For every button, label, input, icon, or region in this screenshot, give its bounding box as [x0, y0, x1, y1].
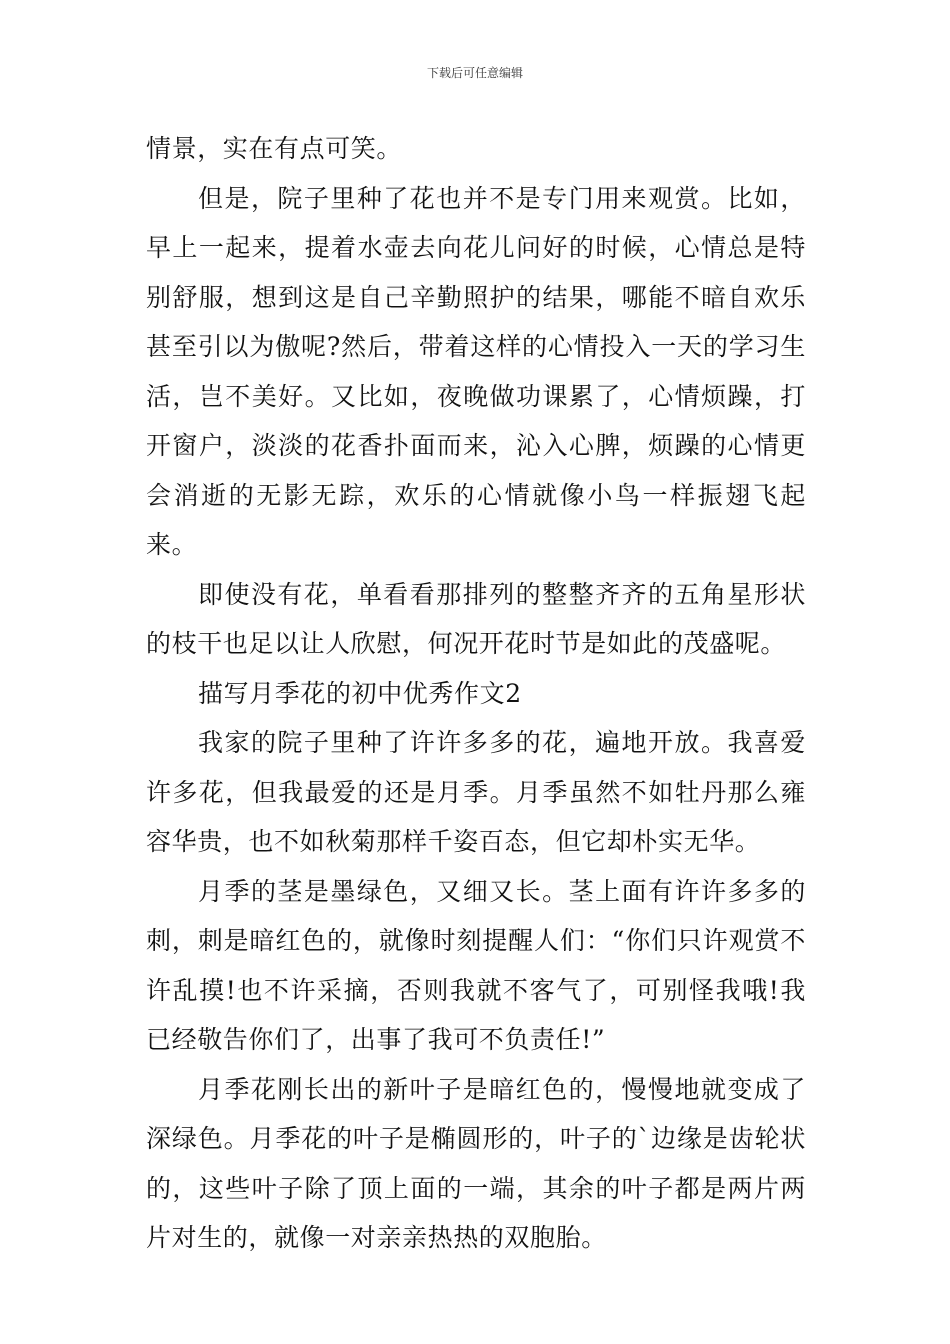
paragraph-stem-thorns: 月季的茎是墨绿色，又细又长。茎上面有许许多多的刺，刺是暗红色的，就像时刻提醒人们：“你们只许观赏不许乱摸!也不许采摘，否则我就不客气了，可别怪我哦!我已经敬告你们了，出事了我可不负责任!”	[146, 876, 806, 1054]
paragraph-courtyard-flowers: 但是，院子里种了花也并不是专门用来观赏。比如，早上一起来，提着水壶去向花儿问好的时候，心情总是特别舒服，想到这是自己辛勤照护的结果，哪能不暗自欢乐甚至引以为傲呢?然后，带着这样的心情投入一天的学习生活，岂不美好。又比如，夜晚做功课累了，心情烦躁，打开窗户，淡淡的花香扑面而来，沁入心脾，烦躁的心情更会消逝的无影无踪，欢乐的心情就像小鸟一样振翅飞起来。	[146, 183, 806, 559]
page-header: 下载后可任意编辑	[426, 66, 523, 80]
document-body	[146, 124, 806, 1263]
paragraph-continuation: 情景，实在有点可笑。	[146, 134, 403, 163]
paragraph-intro-rose: 我家的院子里种了许许多多的花，遍地开放。我喜爱许多花，但我最爱的还是月季。月季虽然不如牡丹那么雍容华贵，也不如秋菊那样千姿百态，但它却朴实无华。	[146, 728, 806, 856]
paragraph-leaves: 月季花刚长出的新叶子是暗红色的，慢慢地就变成了深绿色。月季花的叶子是椭圆形的，叶子的`边缘是齿轮状的，这些叶子除了顶上面的一端，其余的叶子都是两片两片对生的，就像一对亲亲热热的双胞胎。	[146, 1074, 806, 1252]
paragraph-star-branches: 即使没有花，单看看那排列的整整齐齐的五角星形状的枝干也足以让人欣慰，何况开花时节是如此的茂盛呢。	[146, 579, 806, 658]
essay-title: 描写月季花的初中优秀作文2	[198, 678, 522, 708]
